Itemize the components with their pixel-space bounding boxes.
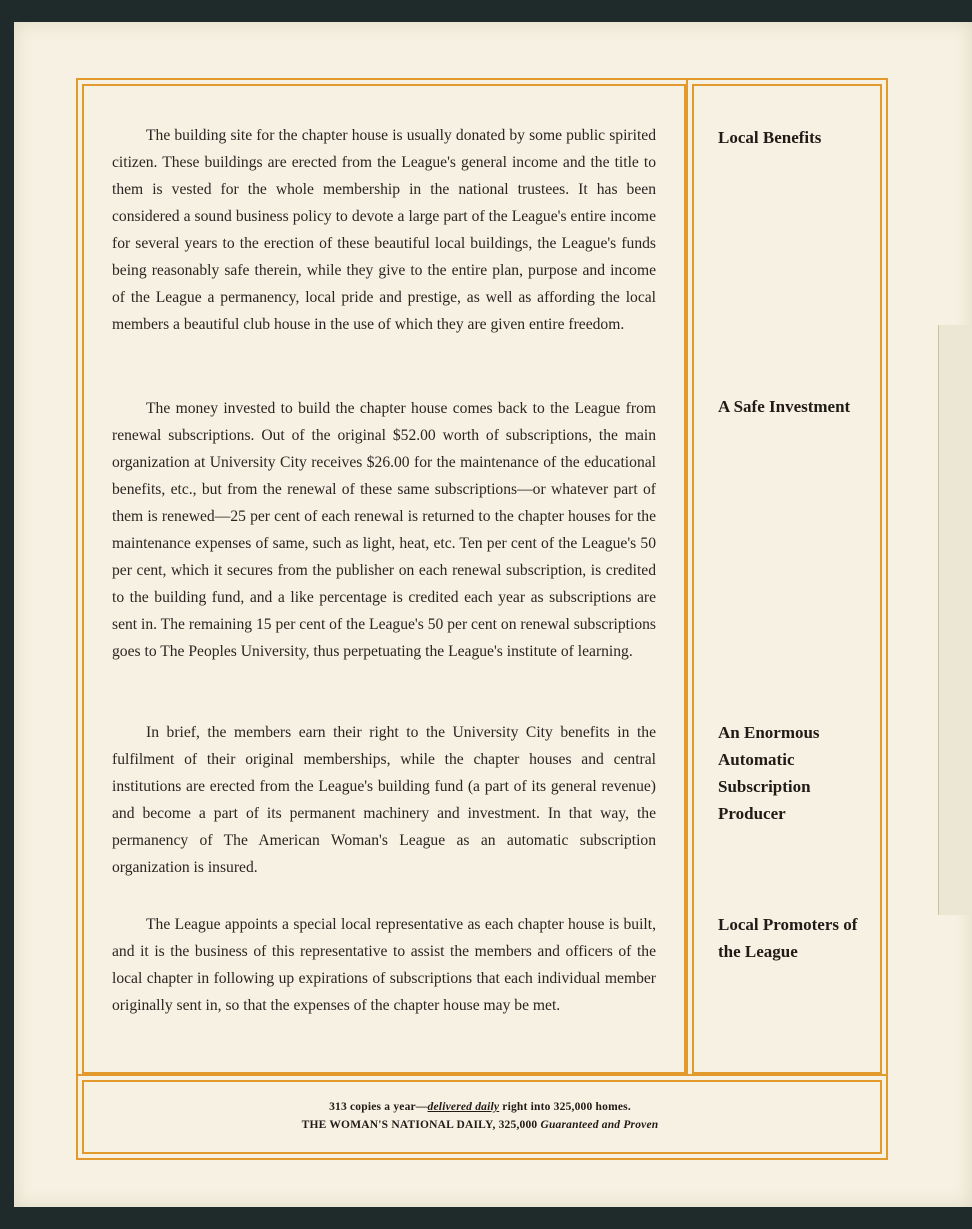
sidebar-heading-local-benefits: Local Benefits [718, 128, 822, 147]
paragraph-local-benefits: The building site for the chapter house is usually donated by some public spirited citizen. These buildings are erected from the League's general income and the title to them is vested for the whole membership in the national trustees. It has been considered a sound business policy to devote a large part of the League's entire income for several years to the erection of these beautiful local buildings, the League's funds being reasonably safe therein, while they give to the entire plan, purpose and income of the League a permanency, local pride and prestige, as well as affording the local members a beautiful club house in the use of which they are given entire freedom. [112, 127, 656, 333]
sidebar-heading-safe-investment: A Safe Investment [718, 397, 851, 416]
next-page-edge [938, 325, 972, 915]
footer-text [90, 1098, 870, 1134]
footer-underlined-phrase: delivered daily [427, 1101, 500, 1113]
footer-line-1: 313 copies a year—delivered daily right into 325,000 homes. [329, 1101, 631, 1113]
paragraph-local-promoters: The League appoints a special local representative as each chapter house is built, and it is the business of this representative to assist the members and officers of the local chapter in following up expirations of subscriptions that each individual member originally sent in, so that the expenses of the chapter house may be met. [112, 916, 656, 1014]
footer-line-2: THE WOMAN'S NATIONAL DAILY, 325,000 Guaranteed and Proven [301, 1119, 659, 1131]
sidebar-heading-local-promoters: Local Promoters of the League [718, 915, 858, 961]
sidebar-heading-subscription-producer: An Enormous Automatic Subscription Producer [718, 723, 820, 823]
paragraph-subscription-producer: In brief, the members earn their right to the University City benefits in the fulfilment of their original memberships, while the chapter houses and central institutions are erected from the League's building fund (a part of its general revenue) and become a part of its permanent machinery and investment. In that way, the permanency of The American Woman's League as an automatic subscription organization is insured. [112, 724, 656, 876]
paragraph-safe-investment: The money invested to build the chapter house comes back to the League from renewal subscriptions. Out of the original $52.00 worth of subscriptions, the main organization at University City receives $26.00 for the maintenance of the educational benefits, etc., but from the renewal of these same subscriptions—or whatever part of them is renewed—25 per cent of each renewal is returned to the chapter houses for the maintenance expenses of same, such as light, heat, etc. Ten per cent of the League's 50 per cent, which it secures from the publisher on each renewal subscription, is credited to the building fund, and a like percentage is credited each year as subscriptions are sent in. The remaining 15 per cent of the League's 50 per cent on renewal subscriptions goes to The Peoples University, thus perpetuating the League's institute of learning. [112, 400, 656, 660]
